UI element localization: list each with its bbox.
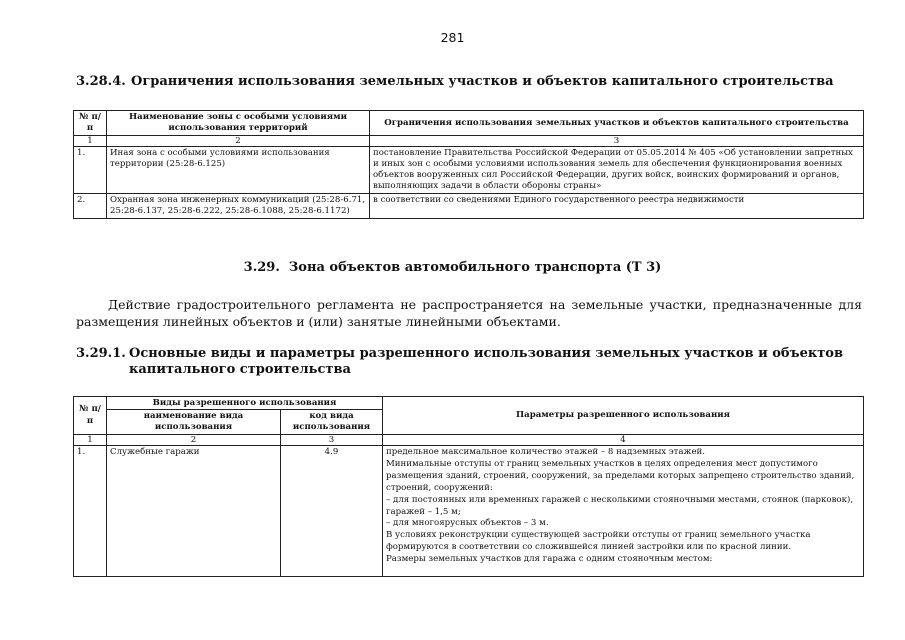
index-cell: 2 xyxy=(107,435,281,446)
index-cell: 2 xyxy=(107,136,370,147)
row-num: 2. xyxy=(74,194,107,219)
section-title: Ограничения использования земельных участков и объектов капитального строительства xyxy=(131,74,834,89)
section-paragraph: Действие градостроительного регламента не распространяется на земельные участки, предназначенные для размещения линейных объектов и (или) занятые линейными объектами. xyxy=(76,297,862,329)
row-zone: Иная зона с особыми условиями использования территории (25:28-6.125) xyxy=(107,147,370,194)
table-row xyxy=(74,194,864,219)
row-params xyxy=(383,446,864,577)
param-line: – для постоянных или временных гаражей с несколькими стояночными местами, стоянок (парковок), гаражей – 1,5 м; xyxy=(386,494,854,517)
index-cell: 3 xyxy=(370,136,864,147)
section-heading-3-28-4 xyxy=(76,74,866,90)
row-num: 1. xyxy=(74,446,107,577)
header-kind-name: наименование вида использования xyxy=(107,410,281,435)
row-code: 4.9 xyxy=(281,446,383,577)
section-number: 3.28.4. xyxy=(76,74,126,89)
row-restrictions: в соответствии со сведениями Единого государственного реестра недвижимости xyxy=(370,194,864,219)
param-line: Минимальные отступы от границ земельных участков в целях определения мест допустимого размещения зданий, строений, сооружений, за пределами которых запрещено строительство зданий, строений, сооружений: xyxy=(386,458,855,493)
header-restrictions: Ограничения использования земельных участков и объектов капитального строительства xyxy=(370,111,864,136)
row-num: 1. xyxy=(74,147,107,194)
section-heading-3-29-1 xyxy=(76,346,866,378)
index-row xyxy=(74,435,864,446)
table-row xyxy=(74,446,864,577)
header-kind-code: код вида использования xyxy=(281,410,383,435)
param-line: предельное максимальное количество этажей – 8 надземных этажей. xyxy=(386,447,706,457)
section-number: 3.29. xyxy=(243,260,280,275)
section-heading-3-29 xyxy=(0,260,905,276)
index-cell: 3 xyxy=(281,435,383,446)
index-cell: 1 xyxy=(74,435,107,446)
header-num: № п/п xyxy=(74,111,107,136)
table-header-row xyxy=(74,397,864,410)
section-number: 3.29.1. xyxy=(76,346,126,361)
row-restrictions: постановление Правительства Российской Федерации от 05.05.2014 № 405 «Об установлении запретных и иных зон с особыми условиями использования земель для обеспечения функционирования военных объектов вооруженных сил Российской Федерации, других войск, воинских формирований и органов, выполняющих задачи в области обороны страны» xyxy=(370,147,864,194)
section-title: Основные виды и параметры разрешенного использования земельных участков и объектов капитального строительства xyxy=(129,346,843,377)
param-line: В условиях реконструкции существующей застройки отступы от границ земельного участка формируются в соответствии со сложившейся линией застройки или по красной линии. xyxy=(386,530,811,553)
page-number: 281 xyxy=(440,30,465,45)
header-num: № п/п xyxy=(74,397,107,435)
section-title: Зона объектов автомобильного транспорта (Т 3) xyxy=(288,260,662,275)
header-kinds: Виды разрешенного использования xyxy=(107,397,383,410)
header-params: Параметры разрешенного использования xyxy=(383,397,864,435)
param-line: Размеры земельных участков для гаража с одним стояночным местом: xyxy=(386,554,713,565)
permitted-use-table xyxy=(73,396,864,577)
index-cell: 4 xyxy=(383,435,864,446)
row-zone: Охранная зона инженерных коммуникаций (25:28-6.71, 25:28-6.137, 25:28-6.222, 25:28-6.1088, 25:28-6.1172) xyxy=(107,194,370,219)
param-line: – для многоярусных объектов – 3 м. xyxy=(386,518,549,529)
header-zone: Наименование зоны с особыми условиями использования территорий xyxy=(107,111,370,136)
restrictions-table xyxy=(73,110,864,219)
row-name: Служебные гаражи xyxy=(107,446,281,577)
table-row xyxy=(74,147,864,194)
index-cell: 1 xyxy=(74,136,107,147)
table-header-row xyxy=(74,111,864,136)
index-row xyxy=(74,136,864,147)
